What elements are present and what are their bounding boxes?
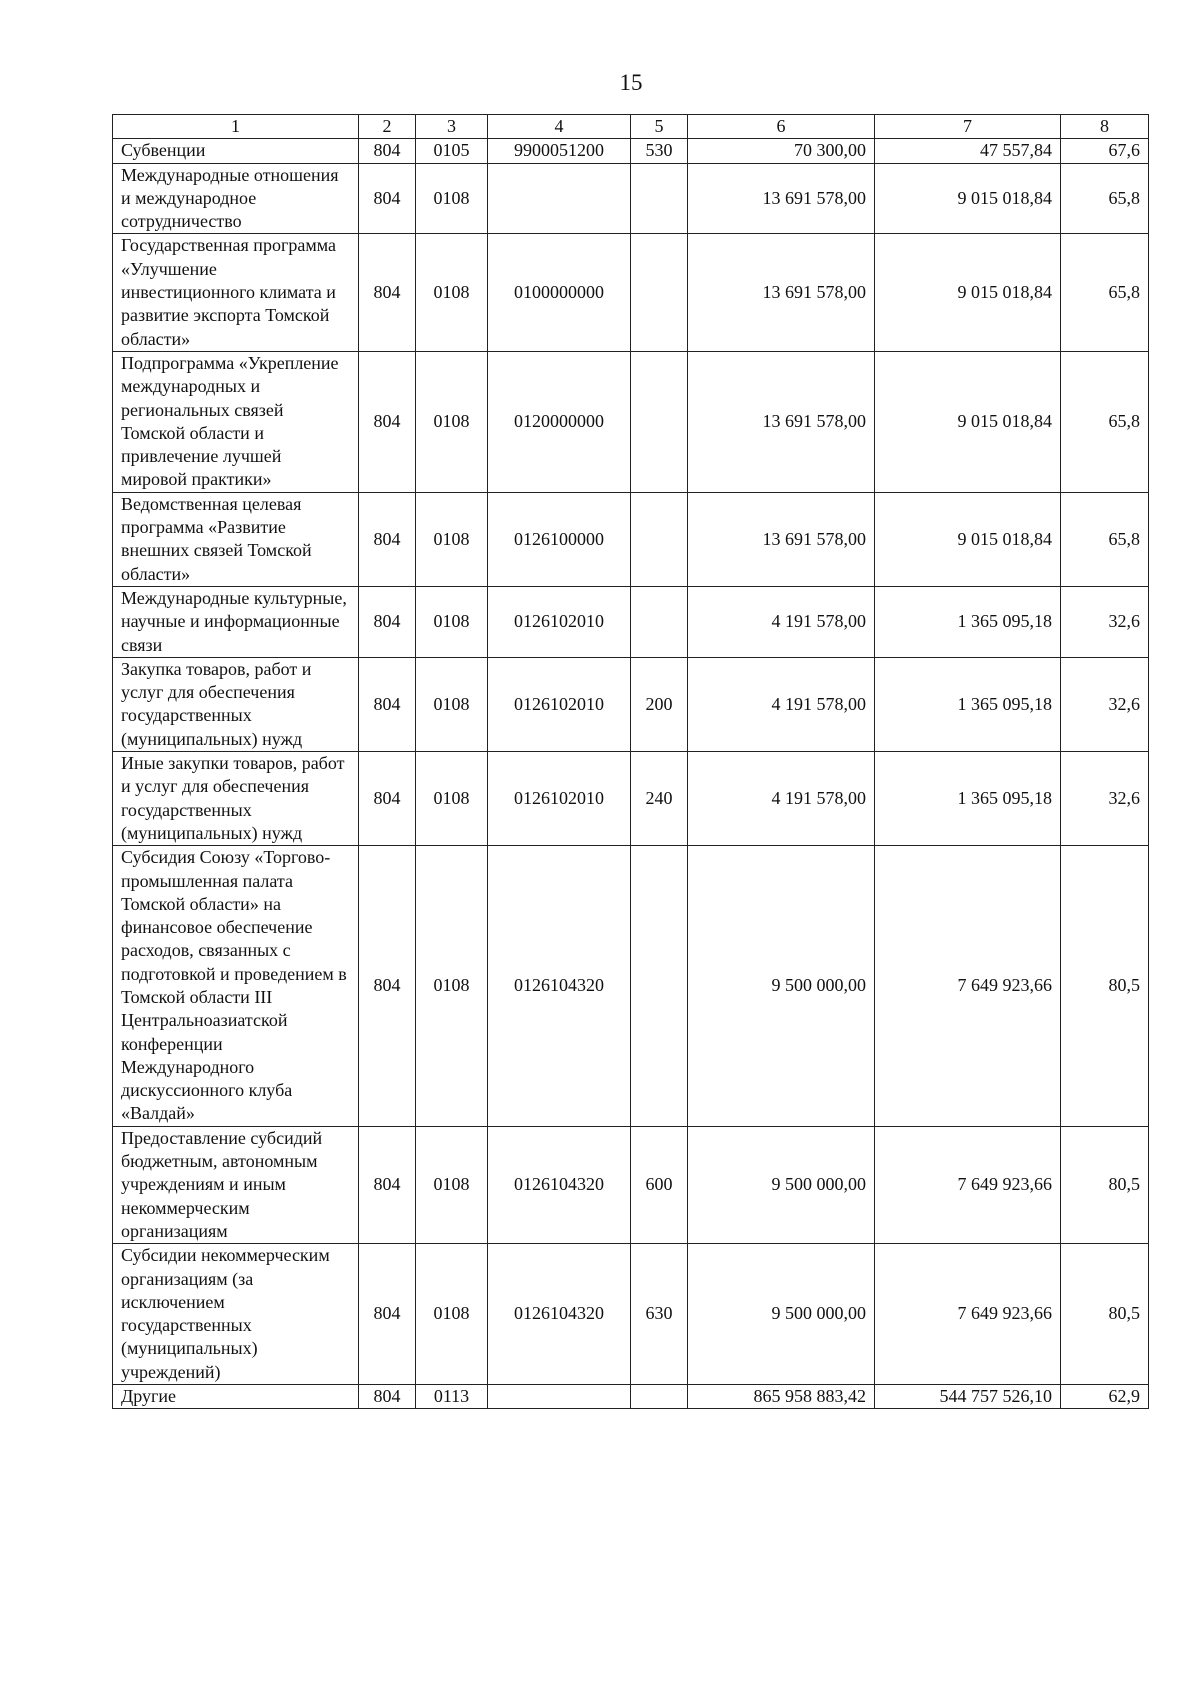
- item-name-cell: Иные закупки товаров, работ и услуг для обеспечения государственных (муниципальных) нужд: [113, 752, 359, 846]
- section-code-cell: 0113: [416, 1385, 488, 1409]
- column-header: 5: [631, 115, 688, 139]
- planned-amount-cell: 13 691 578,00: [688, 163, 875, 234]
- execution-percent-cell: 67,6: [1061, 139, 1149, 163]
- planned-amount-cell: 4 191 578,00: [688, 752, 875, 846]
- column-header: 7: [875, 115, 1061, 139]
- expense-type-cell: [631, 234, 688, 351]
- executed-amount-cell: 7 649 923,66: [875, 1126, 1061, 1243]
- execution-percent-cell: 32,6: [1061, 586, 1149, 657]
- target-article-cell: 0120000000: [488, 351, 631, 492]
- item-name-cell: Субвенции: [113, 139, 359, 163]
- table-row: [113, 234, 1149, 351]
- column-header: 3: [416, 115, 488, 139]
- execution-percent-cell: 80,5: [1061, 1126, 1149, 1243]
- column-header: 1: [113, 115, 359, 139]
- ministry-code-cell: 804: [359, 234, 416, 351]
- expense-type-cell: [631, 163, 688, 234]
- item-name-cell: Субсидия Союзу «Торгово-промышленная палата Томской области» на финансовое обеспечение расходов, связанных с подготовкой и проведением в Томской области III Центральноазиатской конференции Международного дискуссионного клуба «Валдай»: [113, 846, 359, 1127]
- item-name-cell: Международные культурные, научные и информационные связи: [113, 586, 359, 657]
- executed-amount-cell: 9 015 018,84: [875, 234, 1061, 351]
- expense-type-cell: 240: [631, 752, 688, 846]
- executed-amount-cell: 9 015 018,84: [875, 492, 1061, 586]
- column-header: 4: [488, 115, 631, 139]
- executed-amount-cell: 544 757 526,10: [875, 1385, 1061, 1409]
- ministry-code-cell: 804: [359, 846, 416, 1127]
- ministry-code-cell: 804: [359, 752, 416, 846]
- expense-type-cell: [631, 846, 688, 1127]
- execution-percent-cell: 65,8: [1061, 234, 1149, 351]
- expense-type-cell: [631, 351, 688, 492]
- item-name-cell: Закупка товаров, работ и услуг для обеспечения государственных (муниципальных) нужд: [113, 657, 359, 751]
- execution-percent-cell: 32,6: [1061, 752, 1149, 846]
- column-header: 2: [359, 115, 416, 139]
- section-code-cell: 0108: [416, 1244, 488, 1385]
- column-number-row: [113, 115, 1149, 139]
- page-number: 15: [619, 70, 643, 95]
- execution-percent-cell: 65,8: [1061, 351, 1149, 492]
- table-row: [113, 1385, 1149, 1409]
- item-name-cell: Субсидии некоммерческим организациям (за исключением государственных (муниципальных) учреждений): [113, 1244, 359, 1385]
- item-name-cell: Ведомственная целевая программа «Развитие внешних связей Томской области»: [113, 492, 359, 586]
- item-name-cell: Международные отношения и международное сотрудничество: [113, 163, 359, 234]
- ministry-code-cell: 804: [359, 657, 416, 751]
- planned-amount-cell: 13 691 578,00: [688, 351, 875, 492]
- target-article-cell: [488, 163, 631, 234]
- expense-type-cell: [631, 1385, 688, 1409]
- execution-percent-cell: 80,5: [1061, 846, 1149, 1127]
- column-header: 8: [1061, 115, 1149, 139]
- target-article-cell: 0126104320: [488, 1126, 631, 1243]
- section-code-cell: 0108: [416, 846, 488, 1127]
- expense-type-cell: 200: [631, 657, 688, 751]
- planned-amount-cell: 13 691 578,00: [688, 234, 875, 351]
- ministry-code-cell: 804: [359, 1244, 416, 1385]
- planned-amount-cell: 9 500 000,00: [688, 1126, 875, 1243]
- executed-amount-cell: 1 365 095,18: [875, 657, 1061, 751]
- expense-type-cell: 630: [631, 1244, 688, 1385]
- table-row: [113, 351, 1149, 492]
- planned-amount-cell: 70 300,00: [688, 139, 875, 163]
- item-name-cell: Государственная программа «Улучшение инвестиционного климата и развитие экспорта Томской области»: [113, 234, 359, 351]
- section-code-cell: 0108: [416, 351, 488, 492]
- table-row: [113, 139, 1149, 163]
- execution-percent-cell: 62,9: [1061, 1385, 1149, 1409]
- planned-amount-cell: 865 958 883,42: [688, 1385, 875, 1409]
- expense-type-cell: 530: [631, 139, 688, 163]
- target-article-cell: 0126100000: [488, 492, 631, 586]
- table-row: [113, 846, 1149, 1127]
- planned-amount-cell: 4 191 578,00: [688, 657, 875, 751]
- table-row: [113, 492, 1149, 586]
- execution-percent-cell: 65,8: [1061, 492, 1149, 586]
- section-code-cell: 0108: [416, 234, 488, 351]
- executed-amount-cell: 47 557,84: [875, 139, 1061, 163]
- execution-percent-cell: 32,6: [1061, 657, 1149, 751]
- expense-type-cell: [631, 492, 688, 586]
- execution-percent-cell: 80,5: [1061, 1244, 1149, 1385]
- column-header: 6: [688, 115, 875, 139]
- ministry-code-cell: 804: [359, 1385, 416, 1409]
- item-name-cell: Подпрограмма «Укрепление международных и региональных связей Томской области и привлечение лучшей мировой практики»: [113, 351, 359, 492]
- section-code-cell: 0108: [416, 586, 488, 657]
- ministry-code-cell: 804: [359, 163, 416, 234]
- table-row: [113, 586, 1149, 657]
- expense-type-cell: [631, 586, 688, 657]
- planned-amount-cell: 9 500 000,00: [688, 1244, 875, 1385]
- table-row: [113, 163, 1149, 234]
- target-article-cell: 0126102010: [488, 586, 631, 657]
- target-article-cell: 9900051200: [488, 139, 631, 163]
- budget-table-body: [113, 115, 1149, 1409]
- table-row: [113, 752, 1149, 846]
- table-row: [113, 1126, 1149, 1243]
- expense-type-cell: 600: [631, 1126, 688, 1243]
- section-code-cell: 0108: [416, 1126, 488, 1243]
- planned-amount-cell: 4 191 578,00: [688, 586, 875, 657]
- ministry-code-cell: 804: [359, 351, 416, 492]
- executed-amount-cell: 1 365 095,18: [875, 586, 1061, 657]
- target-article-cell: [488, 1385, 631, 1409]
- target-article-cell: 0126104320: [488, 846, 631, 1127]
- planned-amount-cell: 9 500 000,00: [688, 846, 875, 1127]
- target-article-cell: 0126102010: [488, 752, 631, 846]
- section-code-cell: 0108: [416, 657, 488, 751]
- planned-amount-cell: 13 691 578,00: [688, 492, 875, 586]
- section-code-cell: 0108: [416, 752, 488, 846]
- ministry-code-cell: 804: [359, 1126, 416, 1243]
- executed-amount-cell: 9 015 018,84: [875, 351, 1061, 492]
- target-article-cell: 0126102010: [488, 657, 631, 751]
- ministry-code-cell: 804: [359, 492, 416, 586]
- section-code-cell: 0108: [416, 492, 488, 586]
- item-name-cell: Предоставление субсидий бюджетным, автономным учреждениям и иным некоммерческим организациям: [113, 1126, 359, 1243]
- executed-amount-cell: 9 015 018,84: [875, 163, 1061, 234]
- section-code-cell: 0108: [416, 163, 488, 234]
- ministry-code-cell: 804: [359, 586, 416, 657]
- executed-amount-cell: 7 649 923,66: [875, 1244, 1061, 1385]
- table-row: [113, 1244, 1149, 1385]
- target-article-cell: 0100000000: [488, 234, 631, 351]
- execution-percent-cell: 65,8: [1061, 163, 1149, 234]
- item-name-cell: Другие: [113, 1385, 359, 1409]
- executed-amount-cell: 1 365 095,18: [875, 752, 1061, 846]
- table-row: [113, 657, 1149, 751]
- budget-table: [112, 114, 1149, 1409]
- executed-amount-cell: 7 649 923,66: [875, 846, 1061, 1127]
- target-article-cell: 0126104320: [488, 1244, 631, 1385]
- section-code-cell: 0105: [416, 139, 488, 163]
- ministry-code-cell: 804: [359, 139, 416, 163]
